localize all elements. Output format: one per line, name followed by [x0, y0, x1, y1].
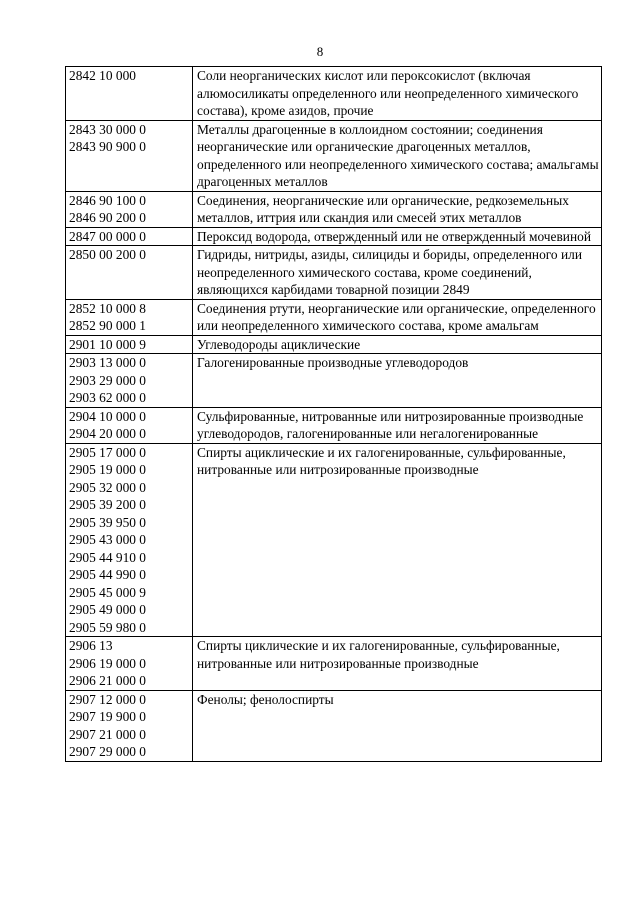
description-cell: Спирты ациклические и их галогенированные, сульфированные, нитрованные или нитрозированные производные [193, 443, 602, 637]
code-cell [66, 443, 193, 637]
page-number: 8 [316, 44, 324, 59]
description-cell: Углеводороды ациклические [193, 335, 602, 354]
commodity-code: 2903 29 000 0 [69, 372, 146, 388]
commodity-code: 2905 44 990 0 [69, 567, 146, 582]
table-row [66, 354, 602, 408]
description-cell: Пероксид водорода, отвержденный или не отвержденный мочевиной [193, 227, 602, 246]
code-cell [66, 407, 193, 443]
code-cell [66, 67, 193, 121]
code-cell [66, 120, 193, 191]
code-cell [66, 637, 193, 691]
commodity-code: 2843 90 900 0 [69, 139, 146, 154]
table-row [66, 67, 602, 121]
commodity-code: 2903 62 000 0 [69, 390, 146, 405]
description-cell: Соединения ртути, неорганические или органические, определенного или неопределенного химического состава, кроме амальгам [193, 299, 602, 335]
description-cell: Сульфированные, нитрованные или нитрозированные производные углеводородов, галогенированные или негалогенированные [193, 407, 602, 443]
commodity-code: 2852 10 000 8 [69, 300, 146, 316]
commodity-code: 2905 17 000 0 [69, 444, 146, 460]
commodity-code: 2907 19 900 0 [69, 709, 146, 724]
code-cell [66, 227, 193, 246]
commodity-code: 2847 00 000 0 [69, 228, 146, 244]
code-cell [66, 354, 193, 408]
commodity-code: 2852 90 000 1 [69, 318, 146, 333]
description-cell: Соли неорганических кислот или пероксокислот (включая алюмосиликаты определенного или неопределенного химического состава), кроме азидов, прочие [193, 67, 602, 121]
description-cell: Галогенированные производные углеводородов [193, 354, 602, 408]
commodity-code: 2905 39 950 0 [69, 514, 146, 530]
commodity-code: 2907 21 000 0 [69, 726, 146, 742]
commodity-code: 2903 13 000 0 [69, 355, 146, 370]
code-cell [66, 299, 193, 335]
description-cell: Металлы драгоценные в коллоидном состоянии; соединения неорганические или органические драгоценных металлов, определенного или неопределенного химического состава; амальгамы драгоценных металлов [193, 120, 602, 191]
commodity-code: 2842 10 000 [69, 68, 136, 83]
description-cell: Соединения, неорганические или органические, редкоземельных металлов, иттрия или скандия или смесей этих металлов [193, 191, 602, 227]
commodity-code: 2905 43 000 0 [69, 532, 146, 547]
code-cell [66, 335, 193, 354]
commodity-code: 2905 32 000 0 [69, 479, 146, 495]
table-row [66, 120, 602, 191]
description-cell: Фенолы; фенолоспирты [193, 690, 602, 761]
table-row [66, 246, 602, 300]
table-row [66, 227, 602, 246]
table-body [66, 67, 602, 762]
table-row [66, 443, 602, 637]
commodity-code: 2905 45 000 9 [69, 584, 146, 600]
commodity-code: 2846 90 100 0 [69, 192, 146, 208]
table-row [66, 690, 602, 761]
commodity-code: 2907 29 000 0 [69, 744, 146, 759]
commodity-code: 2905 49 000 0 [69, 602, 146, 617]
code-cell [66, 246, 193, 300]
commodity-code: 2906 21 000 0 [69, 673, 146, 688]
commodity-code: 2901 10 000 9 [69, 336, 146, 352]
description-cell: Спирты циклические и их галогенированные, сульфированные, нитрованные или нитрозированные производные [193, 637, 602, 691]
table-row [66, 191, 602, 227]
table-row [66, 407, 602, 443]
commodity-code: 2904 20 000 0 [69, 426, 146, 441]
code-cell [66, 191, 193, 227]
commodity-code: 2906 13 [69, 638, 113, 653]
commodity-code: 2905 39 200 0 [69, 497, 146, 512]
table-row [66, 637, 602, 691]
code-cell [66, 690, 193, 761]
tariff-code-table [65, 66, 602, 762]
commodity-code: 2843 30 000 0 [69, 121, 146, 137]
commodity-code: 2906 19 000 0 [69, 655, 146, 671]
commodity-code: 2907 12 000 0 [69, 691, 146, 707]
commodity-code: 2905 44 910 0 [69, 549, 146, 565]
description-cell: Гидриды, нитриды, азиды, силициды и бориды, определенного или неопределенного химического состава, кроме соединений, являющихся карбидами товарной позиции 2849 [193, 246, 602, 300]
commodity-code: 2904 10 000 0 [69, 408, 146, 424]
table-row [66, 335, 602, 354]
table-row [66, 299, 602, 335]
commodity-code: 2850 00 200 0 [69, 247, 146, 262]
commodity-code: 2846 90 200 0 [69, 210, 146, 225]
commodity-code: 2905 19 000 0 [69, 462, 146, 477]
commodity-code: 2905 59 980 0 [69, 619, 146, 635]
